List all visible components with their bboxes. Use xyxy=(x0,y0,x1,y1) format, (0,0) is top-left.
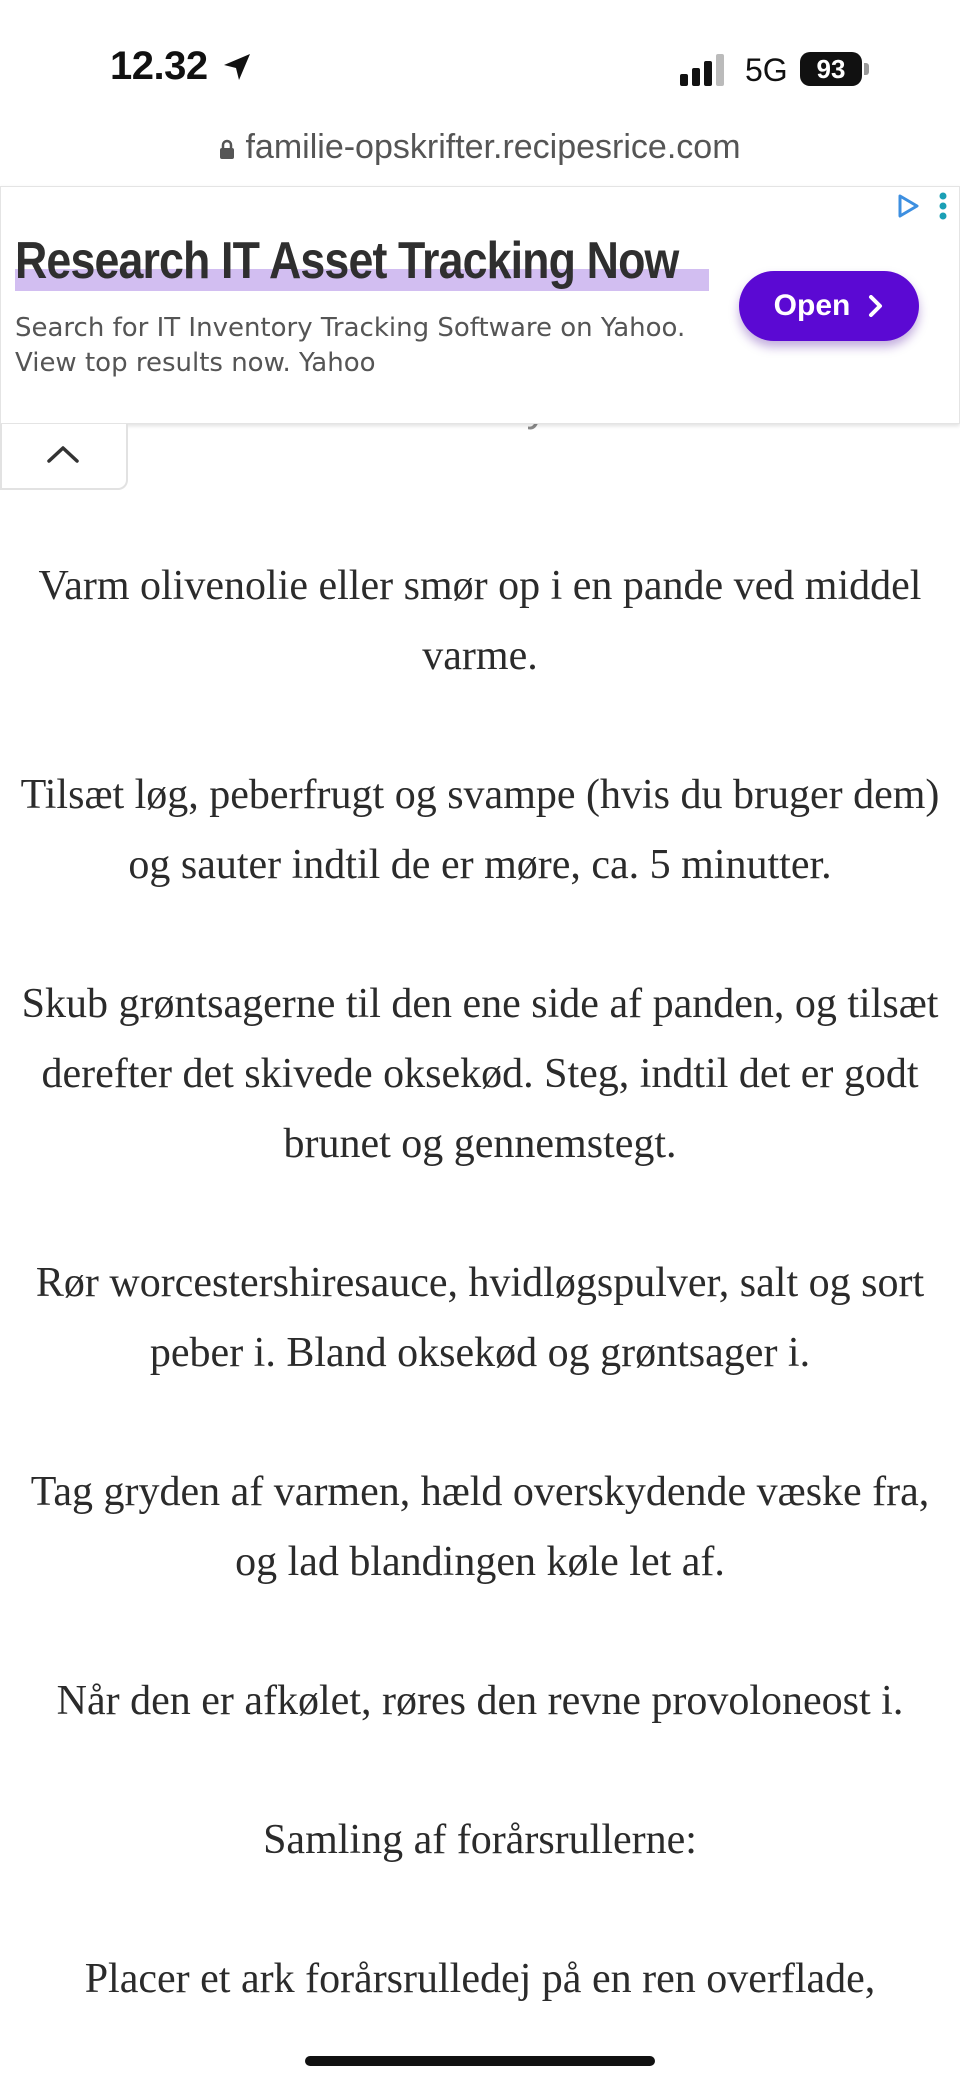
paragraph: Skub grøntsagerne til den ene side af panden, og tilsæt derefter det skivede oksekød. Steg, indtil det er godt brunet og gennemstegt. xyxy=(21,981,939,1167)
paragraph: Når den er afkølet, røres den revne provoloneost i. xyxy=(56,1678,904,1724)
battery-icon xyxy=(800,52,872,86)
cellular-signal-icon xyxy=(680,54,730,86)
lock-icon xyxy=(219,139,235,159)
network-type: 5G xyxy=(745,52,788,88)
ad-banner[interactable] xyxy=(0,186,960,424)
ad-collapse-tab[interactable] xyxy=(0,424,128,490)
ad-title[interactable]: Research IT Asset Tracking Now xyxy=(15,232,679,290)
url-domain: familie-opskrifter.recipesrice.com xyxy=(245,128,741,166)
status-bar xyxy=(0,0,960,140)
ad-description: Search for IT Inventory Tracking Software on Yahoo. View top results now. Yahoo xyxy=(15,313,686,378)
chevron-up-icon xyxy=(46,444,80,464)
ad-open-button[interactable] xyxy=(739,271,919,341)
paragraph: Tag gryden af varmen, hæld overskydende væske fra, og lad blandingen køle let af. xyxy=(30,1469,930,1585)
location-arrow-icon xyxy=(222,52,252,82)
article-body xyxy=(0,551,960,2083)
paragraph: Varm olivenolie eller smør op i en pande ved middel varme. xyxy=(38,563,922,679)
home-indicator[interactable] xyxy=(305,2056,655,2066)
paragraph: Tilsæt løg, peberfrugt og svampe (hvis du bruger dem) og sauter indtil de er møre, ca. 5 minutter. xyxy=(20,772,940,888)
address-bar[interactable] xyxy=(0,128,960,167)
ad-open-label: Open xyxy=(773,289,851,322)
paragraph: Placer et ark forårsrulledej på en ren overflade, xyxy=(84,1956,876,2002)
subheading: Samling af forårsrullerne: xyxy=(263,1817,697,1863)
status-time: 12.32 xyxy=(110,44,208,88)
adchoices-icon[interactable] xyxy=(895,193,921,219)
battery-level: 93 xyxy=(800,52,862,86)
paragraph: Rør worcestershiresauce, hvidløgspulver, salt og sort peber i. Bland oksekød og grøntsager i. xyxy=(35,1260,925,1376)
more-options-icon[interactable] xyxy=(937,191,949,221)
chevron-right-icon xyxy=(868,295,884,317)
